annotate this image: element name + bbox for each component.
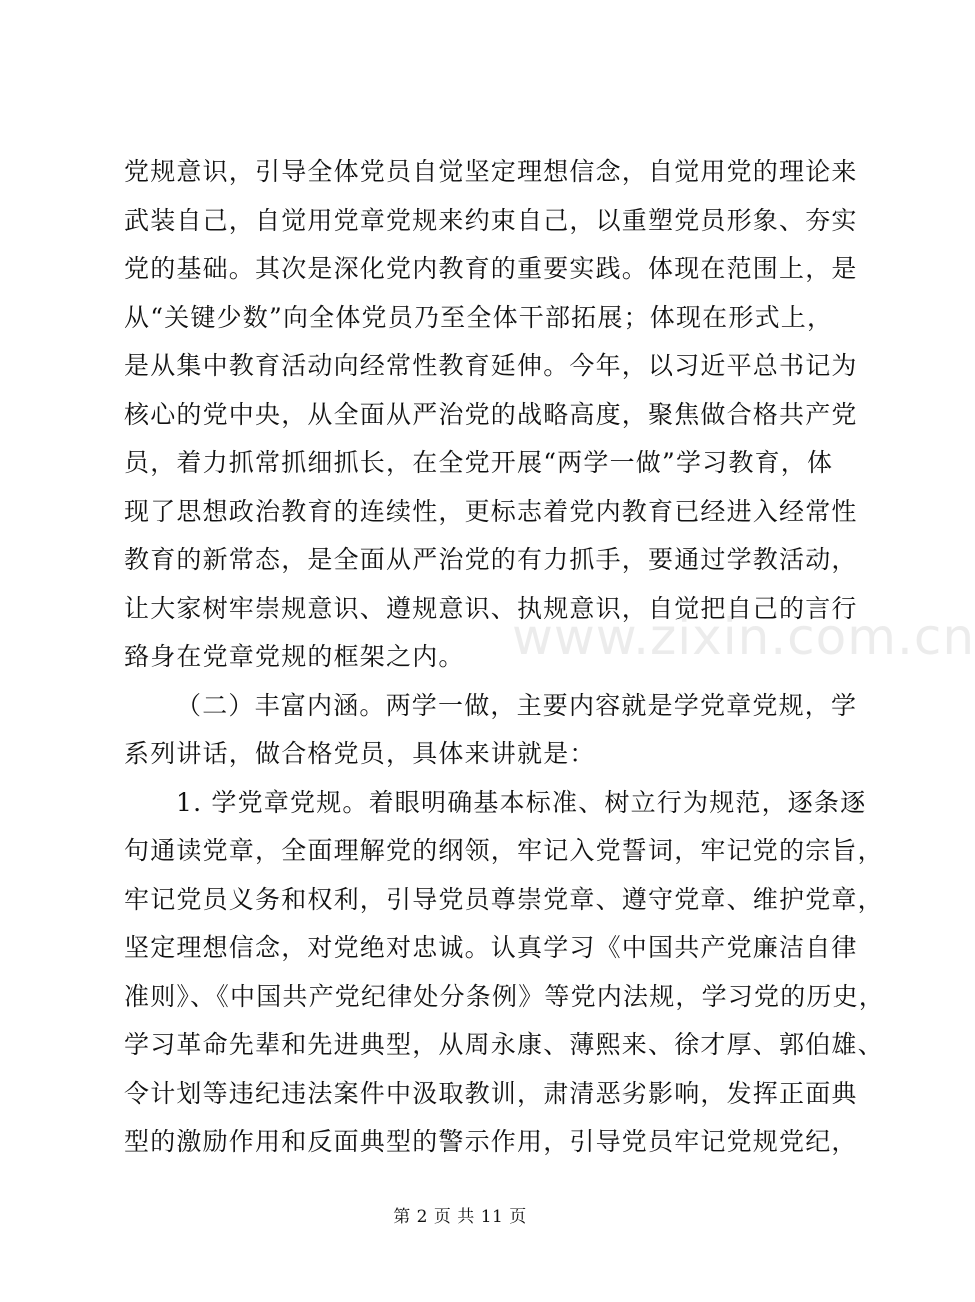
text-line: 武装自己，自觉用党章党规来约束自己，以重塑党员形象、夯实 bbox=[124, 205, 858, 235]
text-line: 牢记党员义务和权利，引导党员尊崇党章、遵守党章、维护党章， bbox=[124, 884, 884, 914]
page-footer: 第 2 页 共 11 页 bbox=[393, 1207, 527, 1227]
text-line: 员，着力抓常抓细抓长，在全党开展“两学一做”学习教育，体 bbox=[124, 448, 834, 477]
section-heading-line: （二）丰富内涵。两学一做，主要内容就是学党章党规，学 bbox=[176, 690, 858, 720]
text-line: 是从集中教育活动向经常性教育延伸。今年，以习近平总书记为 bbox=[124, 351, 858, 380]
text-line: 核心的党中央，从全面从严治党的战略高度，聚焦做合格共产党 bbox=[124, 399, 858, 429]
text-line: 句通读党章，全面理解党的纲领，牢记入党誓词，牢记党的宗旨， bbox=[124, 836, 884, 865]
text-line: 从“关键少数”向全体党员乃至全体干部拓展；体现在形式上， bbox=[124, 302, 834, 332]
text-line: 党规意识，引导全体党员自觉坚定理想信念，自觉用党的理论来 bbox=[124, 157, 858, 186]
watermark: www.zixin.com.cn bbox=[512, 608, 975, 666]
text-line: 让大家树牢崇规意识、遵规意识、执规意识，自觉把自己的言行 bbox=[124, 593, 858, 623]
text-line: 学习革命先辈和先进典型，从周永康、薄熙来、徐才厚、郭伯雄、 bbox=[124, 1030, 884, 1059]
text-line: 型的激励作用和反面典型的警示作用，引导党员牢记党规党纪， bbox=[124, 1127, 858, 1156]
text-line: 臵身在党章党规的框架之内。 bbox=[124, 642, 465, 671]
text-line: 党的基础。其次是深化党内教育的重要实践。体现在范围上，是 bbox=[124, 254, 858, 283]
text-line: 系列讲话，做合格党员，具体来讲就是： bbox=[124, 739, 596, 768]
text-line: 现了思想政治教育的连续性，更标志着党内教育已经进入经常性 bbox=[124, 496, 858, 526]
text-line: 令计划等违纪违法案件中汲取教训，肃清恶劣影响，发挥正面典 bbox=[124, 1078, 858, 1108]
text-line: 准则》、《中国共产党纪律处分条例》等党内法规，学习党的历史， bbox=[124, 981, 886, 1011]
numbered-item-line: 1. 学党章党规。着眼明确基本标准、树立行为规范，逐条逐 bbox=[176, 787, 867, 817]
text-line: 坚定理想信念，对党绝对忠诚。认真学习《中国共产党廉洁自律 bbox=[124, 933, 858, 962]
text-line: 教育的新常态，是全面从严治党的有力抓手，要通过学教活动， bbox=[124, 545, 858, 574]
